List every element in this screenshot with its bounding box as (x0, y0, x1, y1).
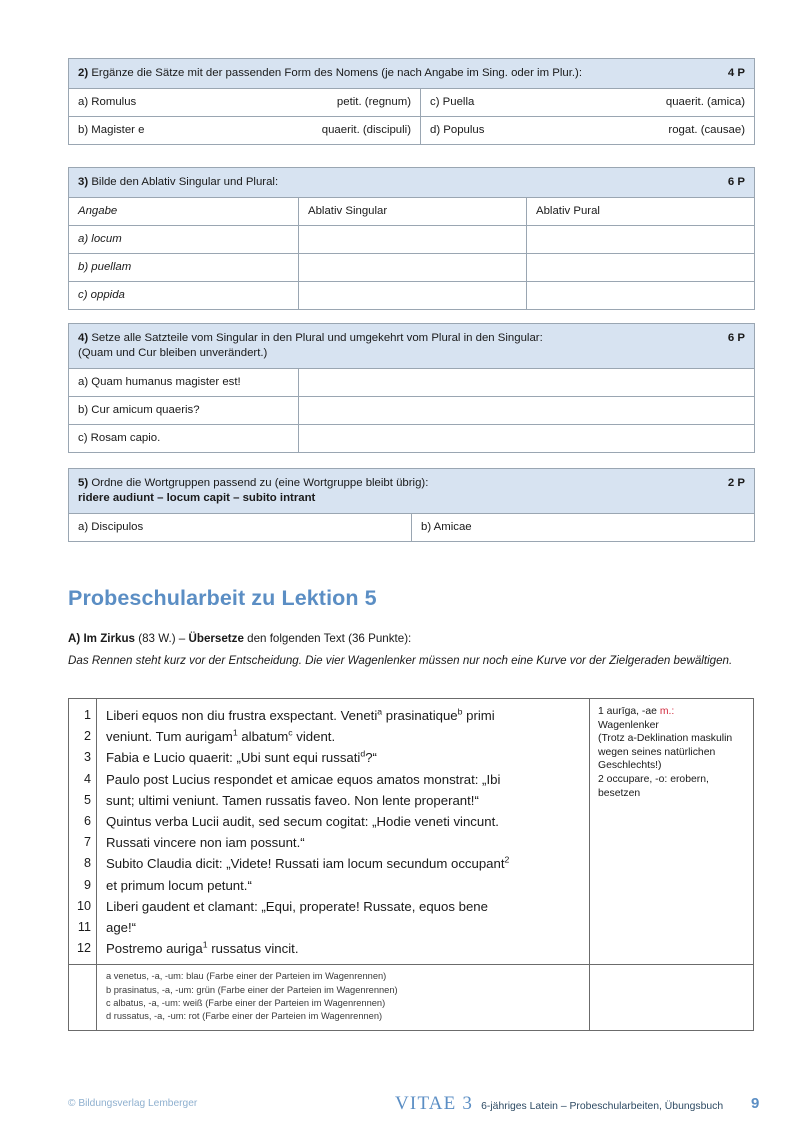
exercise-3-number: 3) (78, 176, 89, 188)
exercise-2-table (68, 58, 755, 145)
latin-line: Paulo post Lucius respondet et amicae equos amatos monstrat: „Ibi (106, 771, 501, 787)
exercise-2-label-d: d) Populus (430, 124, 485, 137)
line-number: 7 (83, 835, 91, 850)
exercise-3-table (68, 167, 755, 310)
exercise-5-table (68, 468, 755, 542)
line-number: 2 (83, 729, 91, 744)
table-row (69, 226, 755, 254)
task-rest: den folgenden Text (36 Punkte): (243, 632, 412, 645)
exercise-5-header (69, 469, 755, 514)
latin-line: Russati vincere non iam possunt.“ (106, 835, 305, 851)
exercise-3-angabe-b: b) puellam (69, 254, 299, 282)
vocab-entry-2: 2 occupare, -o: erobern, besetzen (598, 773, 709, 799)
exercise-2-cell-d[interactable] (421, 117, 755, 145)
line-number: 11 (77, 920, 91, 935)
table-row (69, 397, 755, 425)
exercise-2-cell-c[interactable] (421, 89, 755, 117)
vocab-entry-1-gender: m.: (659, 706, 675, 717)
table-row (69, 425, 755, 453)
footer-subtitle: 6-jähriges Latein – Probeschularbeiten, Übungsbuch (481, 1101, 724, 1112)
table-row (69, 89, 755, 117)
line-number: 1 (83, 708, 91, 722)
line-number: 12 (76, 941, 91, 956)
exercise-3-angabe-a: a) locum (69, 226, 299, 254)
footer-series-block (395, 1093, 723, 1115)
vocab-entry-1-head: aurīga, -ae (606, 706, 660, 717)
exercise-3-prompt: Bilde den Ablativ Singular und Plural: (91, 176, 279, 188)
exercise-5-prompt: Ordne die Wortgruppen passend zu (eine Wortgruppe bleibt übrig): (91, 477, 429, 489)
exercise-3-header (69, 168, 755, 198)
exercise-2-hint-d: rogat. (causae) (668, 124, 746, 137)
latin-line: veniunt. Tum aurigam$^1$ albatum$^c$ vident. (106, 727, 336, 745)
exercise-4-prompt-line2: (Quam und Cur bleiben unverändert.) (78, 347, 268, 360)
exercise-4-label-a: a) Quam humanus magister est! (69, 369, 299, 397)
page-title: Probeschularbeit zu Lektion 5 (68, 586, 377, 610)
exercise-2-label-c: c) Puella (430, 96, 475, 109)
line-number: 5 (83, 792, 91, 807)
exercise-3-answer-c-sing[interactable] (299, 282, 527, 310)
exercise-4-answer-c[interactable] (299, 425, 755, 453)
exercise-4-label-b: b) Cur amicum quaeris? (69, 397, 299, 425)
exercise-3-answer-b-sing[interactable] (299, 254, 527, 282)
page-number: 9 (751, 1095, 760, 1112)
exercise-2-cell-b[interactable] (69, 117, 421, 145)
table-row (69, 254, 755, 282)
exercise-2-hint-b: quaerit. (discipuli) (321, 124, 411, 137)
exercise-2-label-b: b) Magister e (78, 124, 145, 137)
exercise-5-cell-b[interactable]: b) Amicae (412, 514, 755, 542)
exercise-5-wordgroups: ridere audiunt – locum capit – subito intrant (78, 492, 316, 505)
footnotes-column (97, 965, 590, 1029)
latin-text-column (97, 699, 590, 964)
exercise-4-points: 6 P (727, 332, 745, 344)
latin-footnotes-row (69, 964, 753, 1029)
column-header-ablativ-singular: Ablativ Singular (299, 198, 527, 226)
exercise-2-hint-c: quaerit. (amica) (665, 96, 746, 109)
line-number: 6 (83, 814, 91, 829)
latin-line: et primum locum petunt.“ (106, 877, 252, 893)
line-number: 9 (83, 877, 91, 892)
latin-line: Subito Claudia dicit: „Videte! Russati iam locum secundum occupant$^2$ (106, 855, 510, 872)
latin-line: Fabia e Lucio quaerit: „Ubi sunt equi russati$^d$?“ (106, 749, 377, 766)
page-footer (0, 1093, 800, 1123)
latin-line: Quintus verba Lucii audit, sed secum cogitat: „Hodie veneti vincunt. (106, 814, 499, 830)
exercise-3-answer-a-sing[interactable] (299, 226, 527, 254)
exercise-4-header (69, 324, 755, 369)
line-number: 10 (76, 898, 91, 913)
column-header-ablativ-plural: Ablativ Pural (527, 198, 755, 226)
exercise-3-points: 6 P (727, 176, 745, 188)
footer-copyright: © Bildungsverlag Lemberger (68, 1098, 198, 1109)
exercise-4-prompt: Setze alle Satzteile vom Singular in den Plural und umgekehrt vom Plural in den Singular: (91, 332, 543, 344)
footnote-c: c albatus, -a, -um: weiß (Farbe einer der Parteien im Wagenrennen) (106, 998, 386, 1009)
exercise-4-table (68, 323, 755, 453)
exercise-5-cell-a[interactable]: a) Discipulos (69, 514, 412, 542)
latin-line: Liberi gaudent et clamant: „Equi, properate! Russate, equos bene (106, 898, 488, 914)
task-letter: A) Im Zirkus (68, 632, 135, 645)
latin-line: Postremo auriga$^1$ russatus vincit. (106, 939, 299, 957)
exercise-2-cell-a[interactable] (69, 89, 421, 117)
vocab-entry-1-body: Wagenlenker (598, 719, 659, 731)
exercise-3-answer-a-plur[interactable] (527, 226, 755, 254)
line-number: 4 (83, 771, 91, 786)
vocab-entry-1-num: 1 (598, 706, 607, 717)
footnote-a: a venetus, -a, -um: blau (Farbe einer der Parteien im Wagenrennen) (106, 971, 387, 982)
latin-text-table (68, 698, 754, 1031)
latin-text-body (69, 699, 753, 964)
table-row (69, 369, 755, 397)
exercise-5-number: 5) (78, 477, 89, 489)
exercise-2-number: 2) (78, 67, 89, 79)
line-number-column (69, 699, 97, 964)
table-row (69, 282, 755, 310)
footer-series-title: VITAE 3 (395, 1093, 474, 1114)
latin-line: Liberi equos non diu frustra exspectant. Veneti$^a$ prasinatique$^b$ primi (106, 706, 495, 723)
latin-line: age!“ (106, 920, 137, 936)
task-verb: Übersetze (188, 632, 244, 645)
exercise-3-column-headers (69, 198, 755, 226)
footnote-gutter (69, 965, 97, 1029)
column-header-angabe: Angabe (69, 198, 299, 226)
line-number: 8 (83, 856, 91, 871)
exercise-2-points: 4 P (727, 67, 746, 79)
latin-line: sunt; ultimi veniunt. Tamen russatis faveo. Non lente properant!“ (106, 792, 479, 808)
exercise-3-angabe-c: c) oppida (69, 282, 299, 310)
exercise-2-label-a: a) Romulus (78, 96, 137, 109)
exercise-4-number: 4) (78, 332, 89, 344)
exercise-4-label-c: c) Rosam capio. (69, 425, 299, 453)
task-line (68, 631, 758, 648)
line-number: 3 (83, 750, 91, 765)
footnote-right-spacer (590, 965, 753, 1029)
table-row (69, 117, 755, 145)
task-words: (83 W.) – (135, 632, 189, 645)
task-intro-text: Das Rennen steht kurz vor der Entscheidung. Die vier Wagenlenker müssen nur noch eine Kurve vor der Zielgeraden bewältigen. (68, 654, 733, 667)
exercise-2-hint-a: petit. (regnum) (336, 96, 411, 109)
exercise-5-points: 2 P (727, 477, 745, 489)
footnote-b: b prasinatus, -a, -um: grün (Farbe einer der Parteien im Wagenrennen) (106, 984, 398, 995)
exercise-3-answer-b-plur[interactable] (527, 254, 755, 282)
exercise-4-answer-a[interactable] (299, 369, 755, 397)
exercise-2-prompt: Ergänze die Sätze mit der passenden Form des Nomens (je nach Angabe im Sing. oder im Plur.): (91, 67, 582, 79)
vocab-entry-1-note: (Trotz a-Deklination maskulin wegen seines natürlichen Geschlechts!) (598, 733, 733, 772)
vocabulary-column (590, 699, 753, 964)
footnote-d: d russatus, -a, -um: rot (Farbe einer der Parteien im Wagenrennen) (106, 1011, 383, 1022)
table-row (69, 514, 755, 542)
exercise-2-header (69, 59, 755, 89)
exercise-3-answer-c-plur[interactable] (527, 282, 755, 310)
exercise-4-answer-b[interactable] (299, 397, 755, 425)
